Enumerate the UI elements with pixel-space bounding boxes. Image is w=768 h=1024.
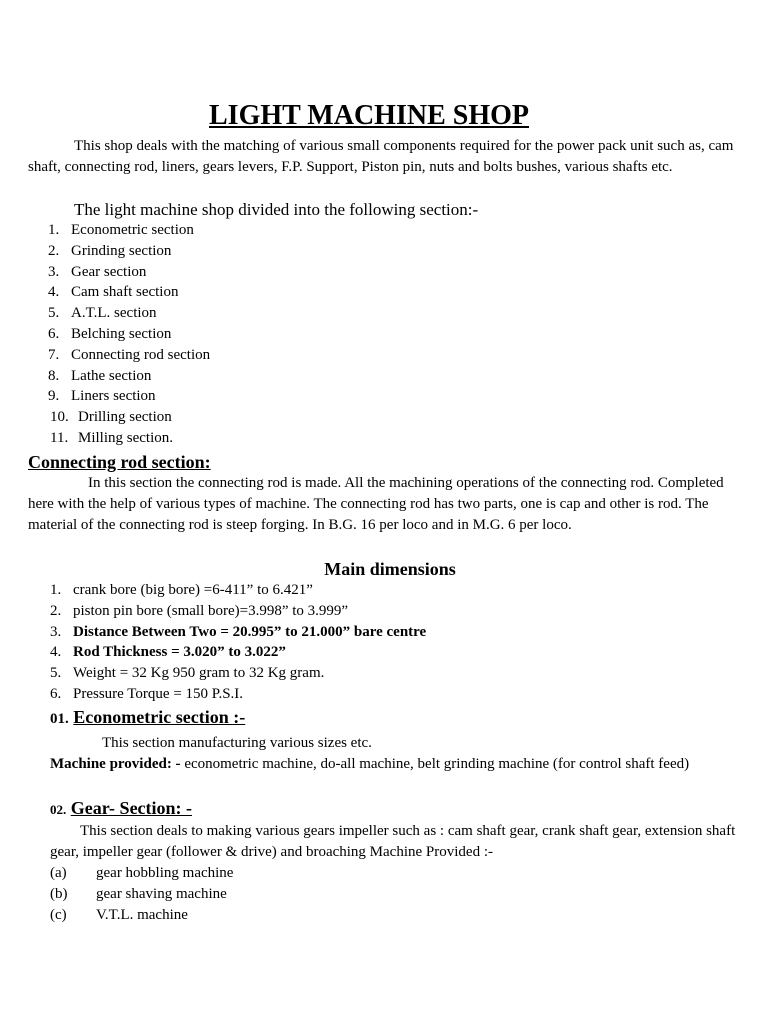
list-item: 4. Rod Thickness = 3.020” to 3.022” xyxy=(50,644,286,661)
page-title: LIGHT MACHINE SHOP xyxy=(209,100,529,131)
gear-paragraph: This section deals to making various gears impeller such as : cam shaft gear, crank shaft gear, extension shaft gear, impeller gear (follower & drive) and broaching Machine Provided :- xyxy=(50,823,736,860)
section-number: 02. xyxy=(50,802,67,817)
list-item: 2. piston pin bore (small bore)=3.998” to 3.999” xyxy=(50,602,349,619)
sections-list xyxy=(28,220,210,449)
connecting-rod-heading: Connecting rod section: xyxy=(28,452,211,472)
list-item: (c) V.T.L. machine xyxy=(50,906,188,923)
list-item: 11. Milling section. xyxy=(50,429,173,446)
list-item: 6. Pressure Torque = 150 P.S.I. xyxy=(50,685,244,702)
list-item: 1. Econometric section xyxy=(48,222,194,238)
list-item: 2. Grinding section xyxy=(48,242,172,259)
connecting-rod-paragraph: In this section the connecting rod is made. All the machining operations of the connecting rod. Completed here with the help of various types of machine. The connecting rod has two parts, one is cap and other is rod. The material of the connecting rod is steep forging. In B.G. 16 per loco and in M.G. 6 per loco. xyxy=(28,475,724,533)
list-item: 5. A.T.L. section xyxy=(48,305,157,322)
machine-provided xyxy=(50,754,740,775)
list-item: 5. Weight = 32 Kg 950 gram to 32 Kg gram. xyxy=(50,665,325,682)
list-item: 9. Liners section xyxy=(48,388,156,405)
section-title: Gear- Section: - xyxy=(70,798,193,818)
list-item: 7. Connecting rod section xyxy=(48,346,211,363)
list-item: (b) gear shaving machine xyxy=(50,885,227,902)
list-item: 3. Gear section xyxy=(48,263,147,280)
list-item: 1. crank bore (big bore) =6-411” to 6.421” xyxy=(50,582,313,598)
dimensions-list xyxy=(50,580,426,705)
econometric-heading xyxy=(50,706,245,730)
list-item: 10. Drilling section xyxy=(50,409,172,426)
machine-provided-label: Machine provided: - xyxy=(50,756,181,772)
gear-heading xyxy=(50,797,192,821)
machine-provided-text: econometric machine, do-all machine, belt grinding machine (for control shaft feed) xyxy=(180,756,690,772)
section-number: 01. xyxy=(50,711,69,727)
list-item: 8. Lathe section xyxy=(48,367,152,384)
list-item: 6. Belching section xyxy=(48,325,172,342)
econometric-text: This section manufacturing various sizes etc. xyxy=(102,735,372,751)
list-item: 4. Cam shaft section xyxy=(48,284,179,301)
main-dimensions-heading: Main dimensions xyxy=(324,559,456,579)
list-item: (a) gear hobbling machine xyxy=(50,865,234,881)
section-title: Econometric section :- xyxy=(73,707,246,727)
intro-paragraph: This shop deals with the matching of various small components required for the power pack unit such as, cam shaft, connecting rod, liners, gears levers, F.P. Support, Piston pin, nuts and bolts bushes, various shafts etc. xyxy=(28,138,734,175)
gear-machines-list xyxy=(50,863,233,925)
sections-intro: The light machine shop divided into the following section:- xyxy=(74,200,479,219)
list-item: 3. Distance Between Two = 20.995” to 21.000” bare centre xyxy=(50,623,427,640)
